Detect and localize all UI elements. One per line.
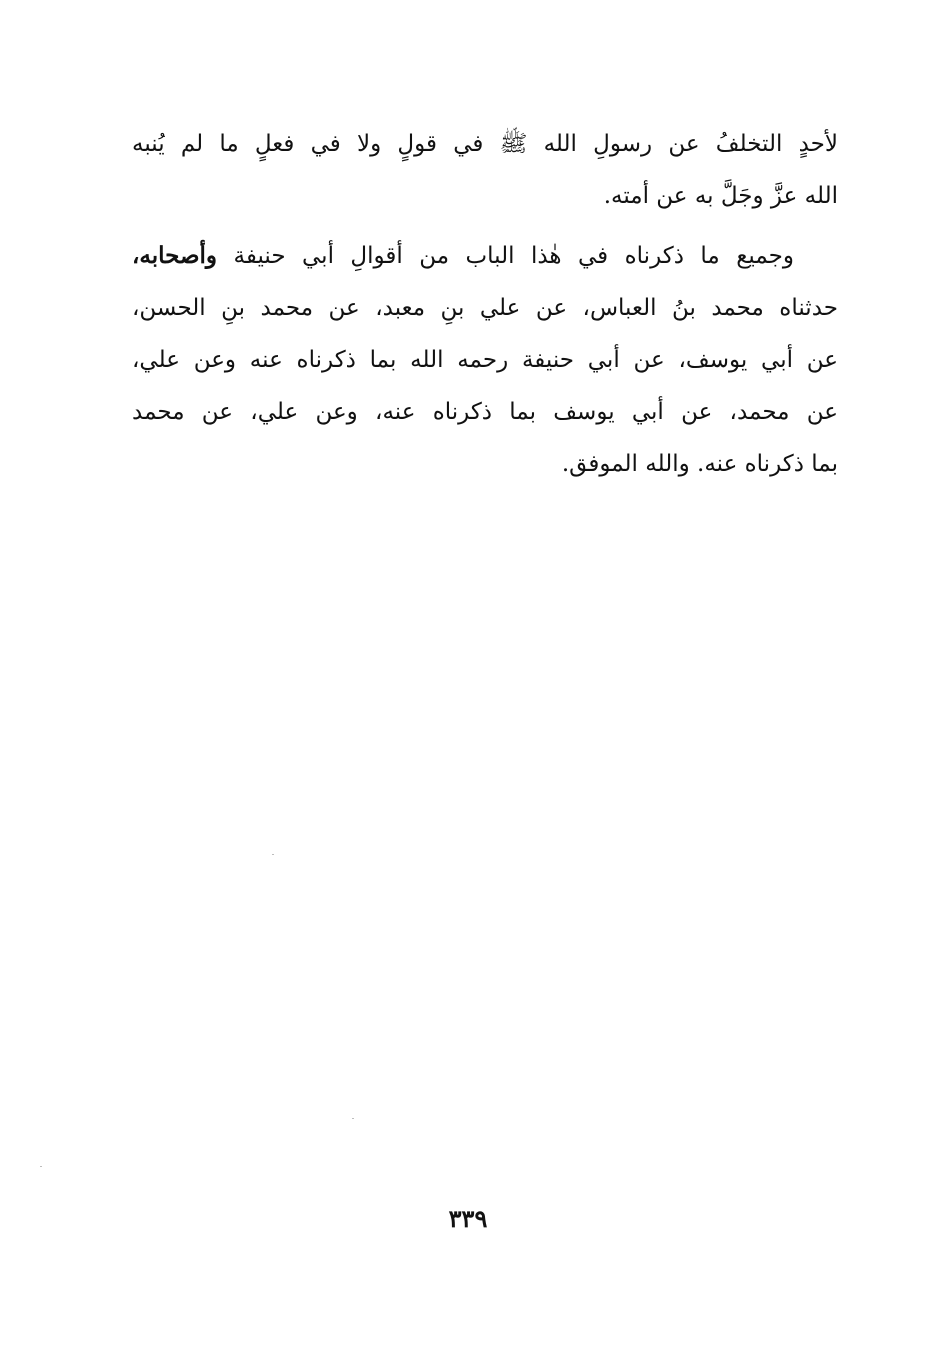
paragraph-2-line-1-bold: وأصحابه، <box>132 242 218 269</box>
paragraph-2-line-1 <box>132 230 838 282</box>
paragraph-2-line-4: عن محمد، عن أبي يوسف بما ذكرناه عنه، وعن علي، عن محمد <box>132 399 838 425</box>
scan-speck <box>40 1166 42 1167</box>
paragraph-2-line-3: عن أبي يوسف، عن أبي حنيفة رحمه الله بما ذكرناه عنه وعن علي، <box>132 347 838 373</box>
paragraph-2 <box>132 230 838 490</box>
page-number: ٣٣٩ <box>448 1204 488 1233</box>
paragraph-2-line-5: بما ذكرناه عنه. والله الموفق. <box>561 451 838 477</box>
paragraph-2-line-2: حدثناه محمد بنُ العباس، عن علي بنِ معبد، عن محمد بنِ الحسن، <box>132 295 838 321</box>
paragraph-2-line-1-text: وجميع ما ذكرناه في هٰذا الباب من أقوالِ أبي حنيفة <box>217 243 794 269</box>
scan-speck <box>352 1118 354 1119</box>
paragraph-1-line-1: لأحدٍ التخلفُ عن رسولِ الله ﷺ في قولٍ ولا في فعلٍ ما لم يُنبه <box>132 131 838 157</box>
scan-speck <box>272 854 274 855</box>
paragraph-1-line-2: الله عزَّ وجَلَّ به عن أمته. <box>603 183 838 209</box>
paragraph-1 <box>132 118 838 222</box>
